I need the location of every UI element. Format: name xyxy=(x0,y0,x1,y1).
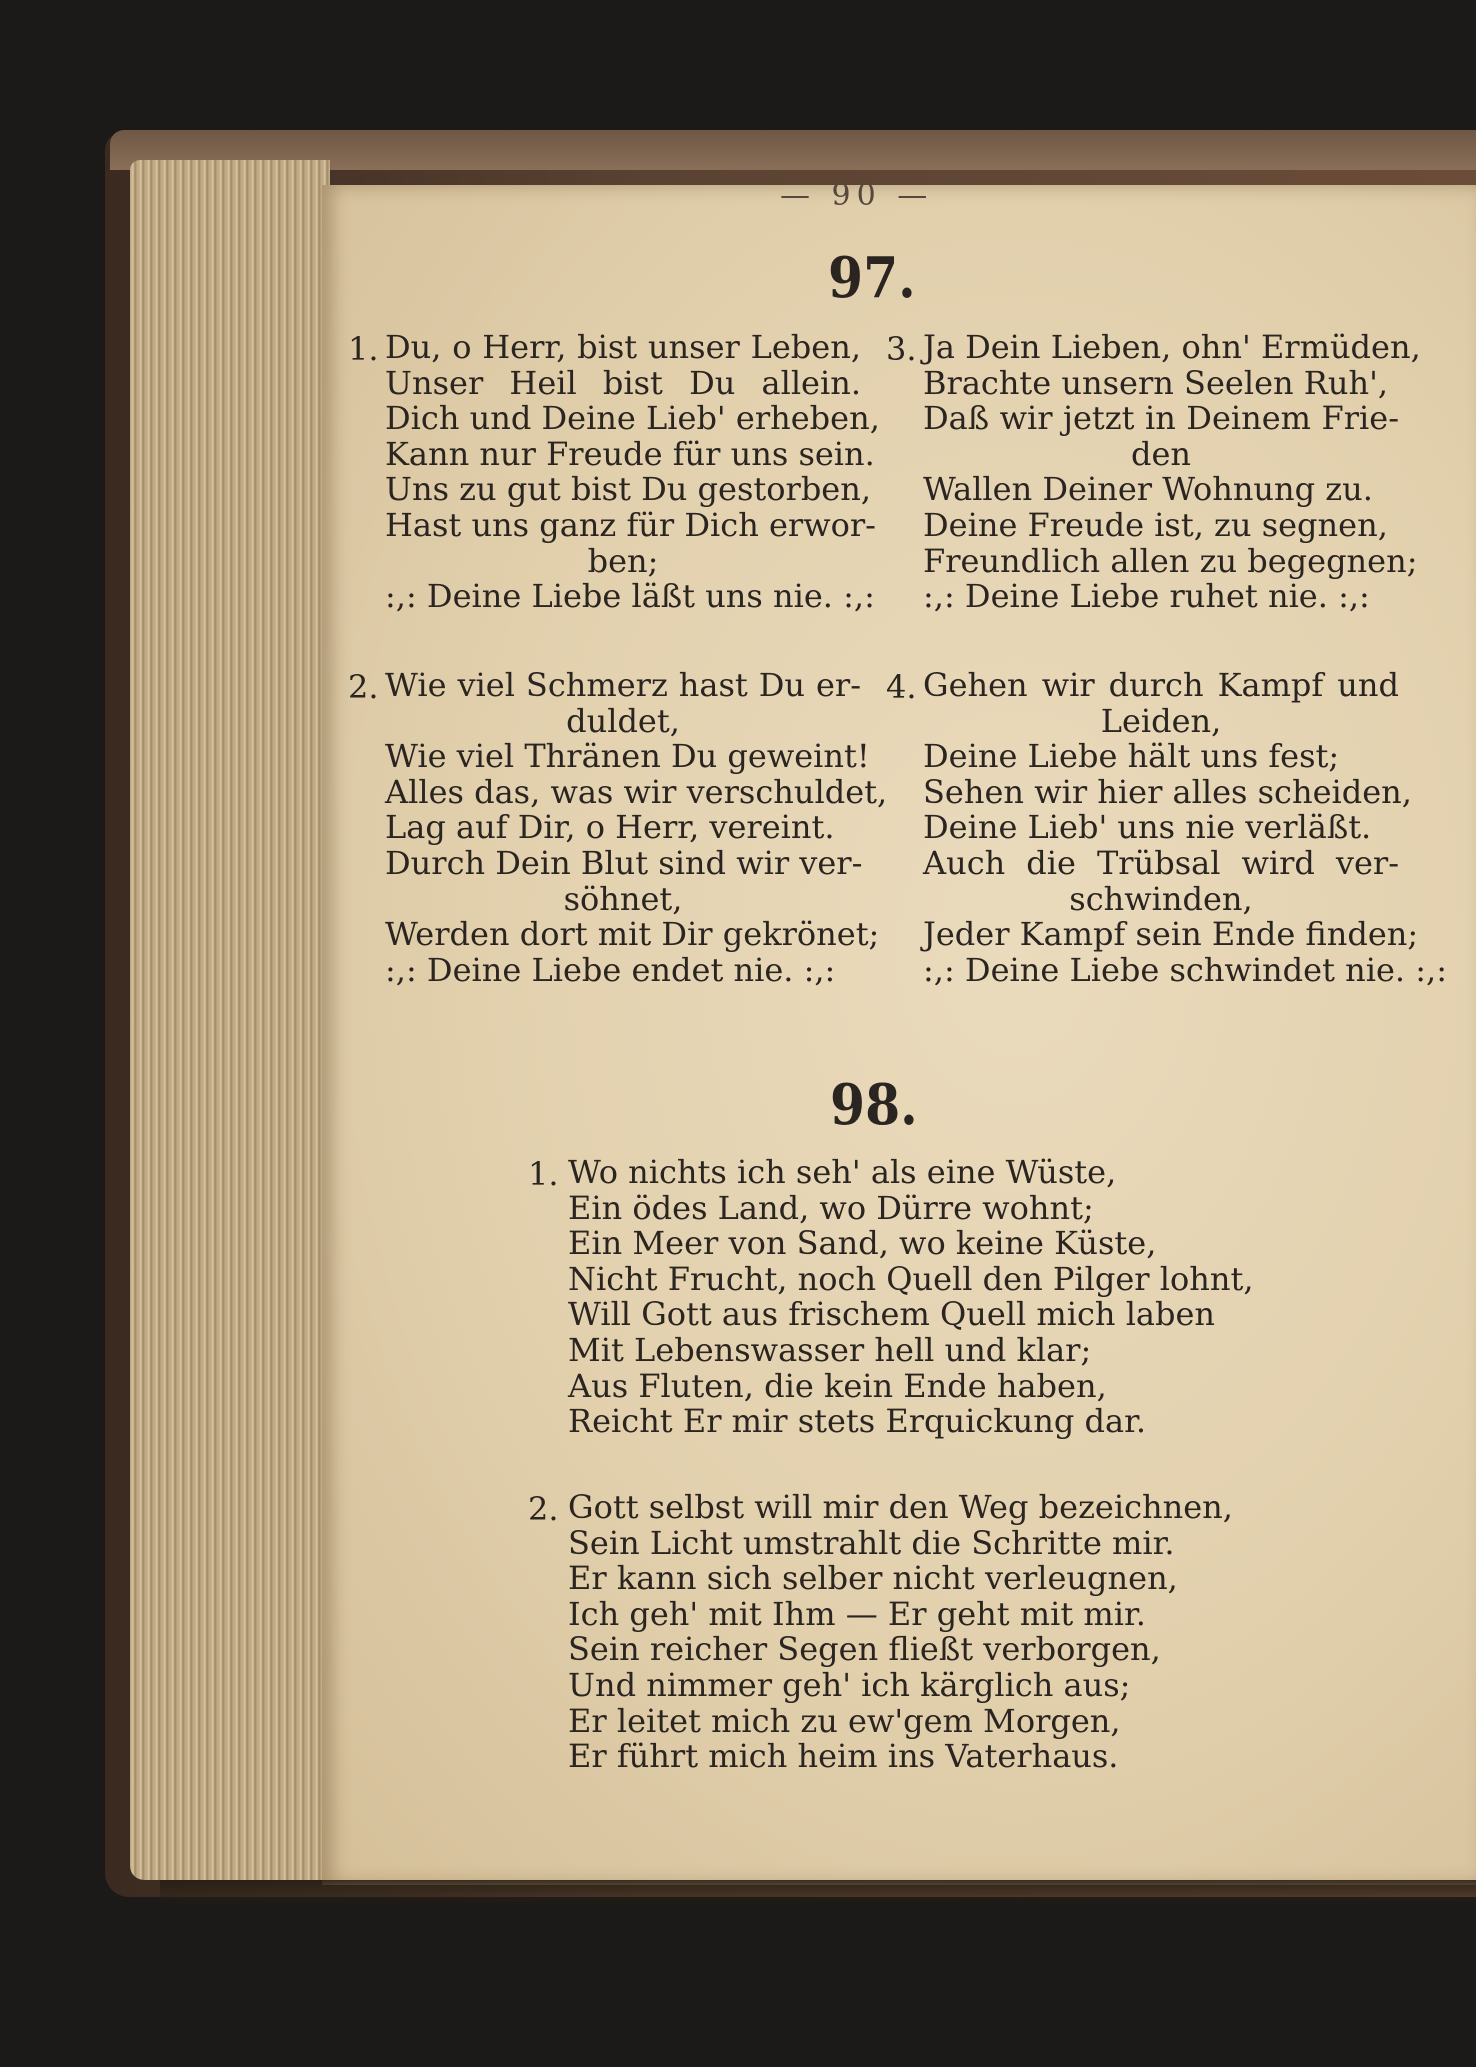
verse-line: duldet, xyxy=(566,701,680,740)
verse-line: Will Gott aus frischem Quell mich laben xyxy=(568,1295,1216,1334)
verse-line: Dich und Deine Lieb' erheben, xyxy=(385,399,880,438)
verse-line: Sein Licht umstrahlt die Schritte mir. xyxy=(568,1523,1175,1562)
verse-number: 3. xyxy=(886,330,917,368)
verse-line: Aus Fluten, die kein Ende haben, xyxy=(568,1366,1107,1405)
verse-line: Wo nichts ich seh' als eine Wüste, xyxy=(568,1153,1117,1191)
verse-line: Durch Dein Blut sind wir ver- xyxy=(385,843,863,882)
verse-line: Gehen wir durch Kampf und xyxy=(923,666,1399,704)
verse-line: :,: Deine Liebe läßt uns nie. :,: xyxy=(385,577,875,616)
verse-line: Gott selbst will mir den Weg bezeichnen, xyxy=(568,1488,1233,1526)
verse-line: Ja Dein Lieben, ohn' Ermüden, xyxy=(923,328,1421,366)
verse-line: Lag auf Dir, o Herr, vereint. xyxy=(385,808,835,847)
verse-line: ben; xyxy=(587,541,659,580)
verse-number: 2. xyxy=(348,668,379,706)
verse-line: Sein reicher Segen fließt verborgen, xyxy=(568,1630,1161,1669)
verse-line: Ein Meer von Sand, wo keine Küste, xyxy=(568,1224,1157,1263)
verse-line: Du, o Herr, bist unser Leben, xyxy=(385,328,861,366)
verse-line: Ich geh' mit Ihm — Er geht mit mir. xyxy=(568,1594,1146,1633)
verse-line: :,: Deine Liebe schwindet nie. :,: xyxy=(923,950,1447,989)
verse-line: Wie viel Thränen Du geweint! xyxy=(385,737,870,776)
verse-line: Ein ödes Land, wo Dürre wohnt; xyxy=(568,1188,1094,1227)
verse-line: Deine Lieb' uns nie verläßt. xyxy=(923,808,1372,847)
page-number: — 90 — xyxy=(780,178,934,213)
page-edges xyxy=(130,160,330,1880)
verse-line: Jeder Kampf sein Ende finden; xyxy=(923,915,1419,954)
verse-line: Hast uns ganz für Dich erwor- xyxy=(385,505,876,544)
verse-line: schwinden, xyxy=(1069,879,1253,918)
verse-line: Alles das, was wir verschuldet, xyxy=(385,772,888,811)
verse-line: Deine Freude ist, zu segnen, xyxy=(923,505,1388,544)
verse-line: :,: Deine Liebe endet nie. :,: xyxy=(385,950,836,989)
verse-number: 2. xyxy=(528,1490,559,1528)
verse-line: Nicht Frucht, noch Quell den Pilger lohnt, xyxy=(568,1259,1254,1298)
verse-line: Reicht Er mir stets Erquickung dar. xyxy=(568,1402,1147,1441)
hymn-97-verse-2 xyxy=(385,666,888,989)
verse-line: Werden dort mit Dir gekrönet; xyxy=(385,915,880,954)
verse-line: Uns zu gut bist Du gestorben, xyxy=(385,470,872,509)
hymn-97-verse-4 xyxy=(923,666,1447,989)
verse-line: Er kann sich selber nicht verleugnen, xyxy=(568,1559,1178,1598)
verse-line: Unser Heil bist Du allein. xyxy=(385,363,861,402)
verse-line: Mit Lebenswasser hell und klar; xyxy=(568,1330,1092,1369)
hymn-98-verse-2 xyxy=(568,1488,1233,1776)
verse-line: Auch die Trübsal wird ver- xyxy=(923,843,1399,882)
verse-line: Freundlich allen zu begegnen; xyxy=(923,541,1418,580)
verse-line: Er leitet mich zu ew'gem Morgen, xyxy=(568,1701,1121,1740)
verse-line: Daß wir jetzt in Deinem Frie- xyxy=(923,399,1399,438)
hymn-97-verse-3 xyxy=(923,328,1421,616)
hymn-number-97: 97. xyxy=(828,245,916,311)
hymn-98-verse-1 xyxy=(568,1153,1254,1441)
verse-line: Brachte unsern Seelen Ruh', xyxy=(923,363,1389,402)
verse-line: söhnet, xyxy=(563,879,683,918)
verse-line: :,: Deine Liebe ruhet nie. :,: xyxy=(923,577,1370,616)
verse-line: Wallen Deiner Wohnung zu. xyxy=(923,470,1373,509)
verse-line: den xyxy=(1130,434,1192,473)
page-shadow xyxy=(160,1880,1476,1910)
verse-line: Leiden, xyxy=(1100,701,1222,740)
verse-line: Wie viel Schmerz hast Du er- xyxy=(385,666,861,704)
verse-number: 1. xyxy=(528,1155,559,1193)
verse-line: Kann nur Freude für uns sein. xyxy=(385,434,875,473)
verse-line: Sehen wir hier alles scheiden, xyxy=(923,772,1412,811)
verse-line: Und nimmer geh' ich kärglich aus; xyxy=(568,1665,1131,1704)
verse-line: Deine Liebe hält uns fest; xyxy=(923,737,1340,776)
hymn-number-98: 98. xyxy=(830,1072,918,1138)
verse-number: 4. xyxy=(886,668,917,706)
hymn-97-verse-1 xyxy=(385,328,880,616)
verse-number: 1. xyxy=(348,330,379,368)
verse-line: Er führt mich heim ins Vaterhaus. xyxy=(568,1737,1119,1776)
